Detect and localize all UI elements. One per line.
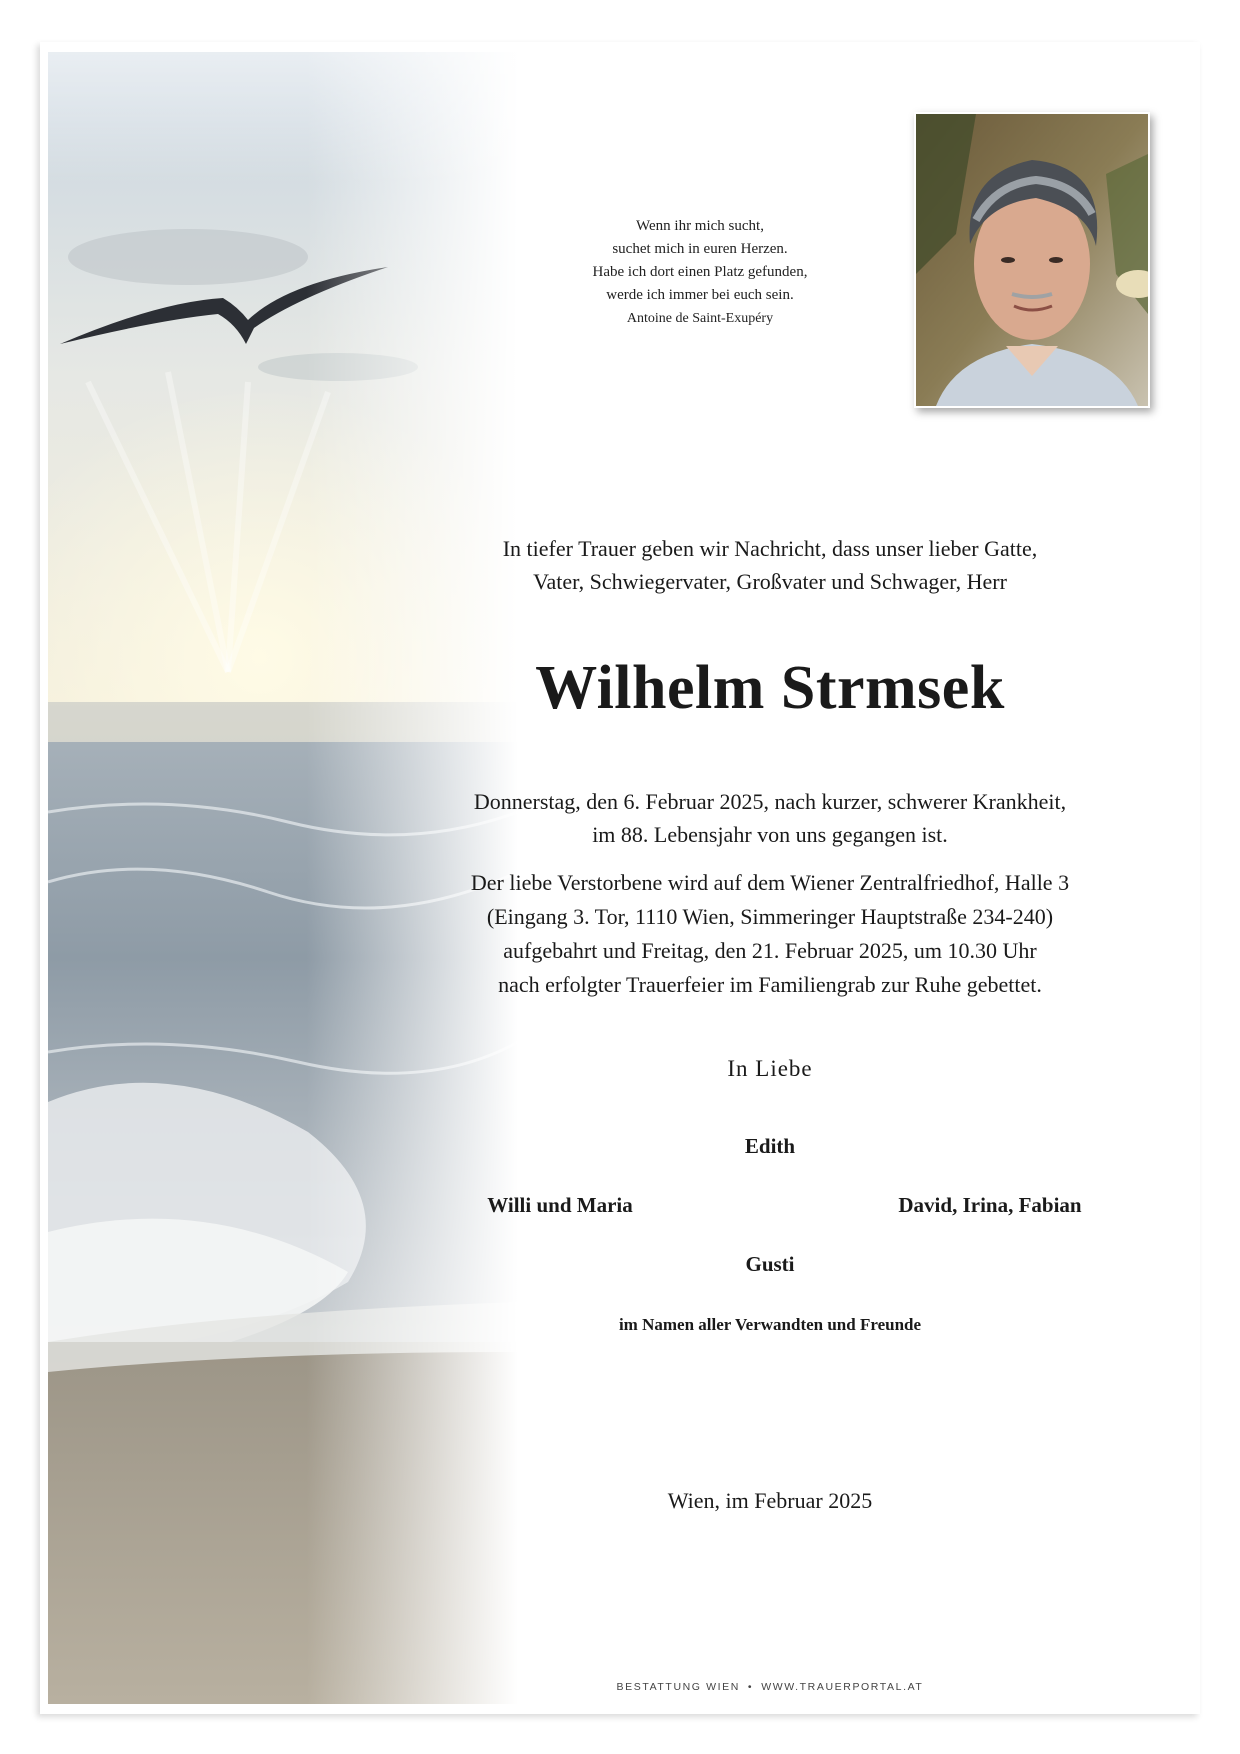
footer-company: BESTATTUNG WIEN: [616, 1681, 740, 1693]
quote-line: suchet mich in euren Herzen.: [612, 241, 788, 257]
deceased-name: Wilhelm Strmsek: [535, 654, 1005, 722]
family-spouse: Edith: [744, 1134, 796, 1158]
quote-line: Wenn ihr mich sucht,: [636, 218, 764, 234]
funeral-details: [390, 866, 1150, 1002]
funeral-line: Der liebe Verstorbene wird auf dem Wiener Zentralfriedhof, Halle 3: [470, 870, 1070, 895]
memorial-quote: [520, 215, 880, 330]
family-left: Willi und Maria: [487, 1193, 633, 1217]
intro-line: Vater, Schwiegervater, Großvater und Schwager, Herr: [533, 569, 1007, 594]
portrait-photo: [914, 112, 1150, 408]
footer-separator: •: [747, 1681, 754, 1693]
portrait-image: [916, 114, 1148, 406]
place-date: Wien, im Februar 2025: [667, 1488, 873, 1513]
death-notice: [390, 785, 1150, 851]
quote-line: werde ich immer bei euch sein.: [606, 287, 794, 303]
death-line: im 88. Lebensjahr von uns gegangen ist.: [592, 822, 948, 847]
death-line: Donnerstag, den 6. Februar 2025, nach kurzer, schwerer Krankheit,: [473, 789, 1067, 814]
quote-line: Habe ich dort einen Platz gefunden,: [592, 264, 808, 280]
intro-line: In tiefer Trauer geben wir Nachricht, dass unser lieber Gatte,: [502, 536, 1038, 561]
funeral-line: nach erfolgter Trauerfeier im Familiengrab zur Ruhe gebettet.: [498, 972, 1042, 997]
funeral-line: (Eingang 3. Tor, 1110 Wien, Simmeringer Hauptstraße 234-240): [486, 904, 1054, 929]
footer: [560, 1681, 980, 1693]
footer-website: WWW.TRAUERPORTAL.AT: [761, 1681, 924, 1693]
family-right: David, Irina, Fabian: [898, 1193, 1082, 1217]
funeral-line: aufgebahrt und Freitag, den 21. Februar 2025, um 10.30 Uhr: [503, 938, 1037, 963]
closing-phrase: In Liebe: [727, 1056, 813, 1081]
quote-author: Antoine de Saint-Exupéry: [626, 311, 774, 326]
family-bottom: Gusti: [745, 1252, 795, 1276]
family-on-behalf: im Namen aller Verwandten und Freunde: [618, 1315, 922, 1334]
intro-text: [420, 532, 1120, 598]
